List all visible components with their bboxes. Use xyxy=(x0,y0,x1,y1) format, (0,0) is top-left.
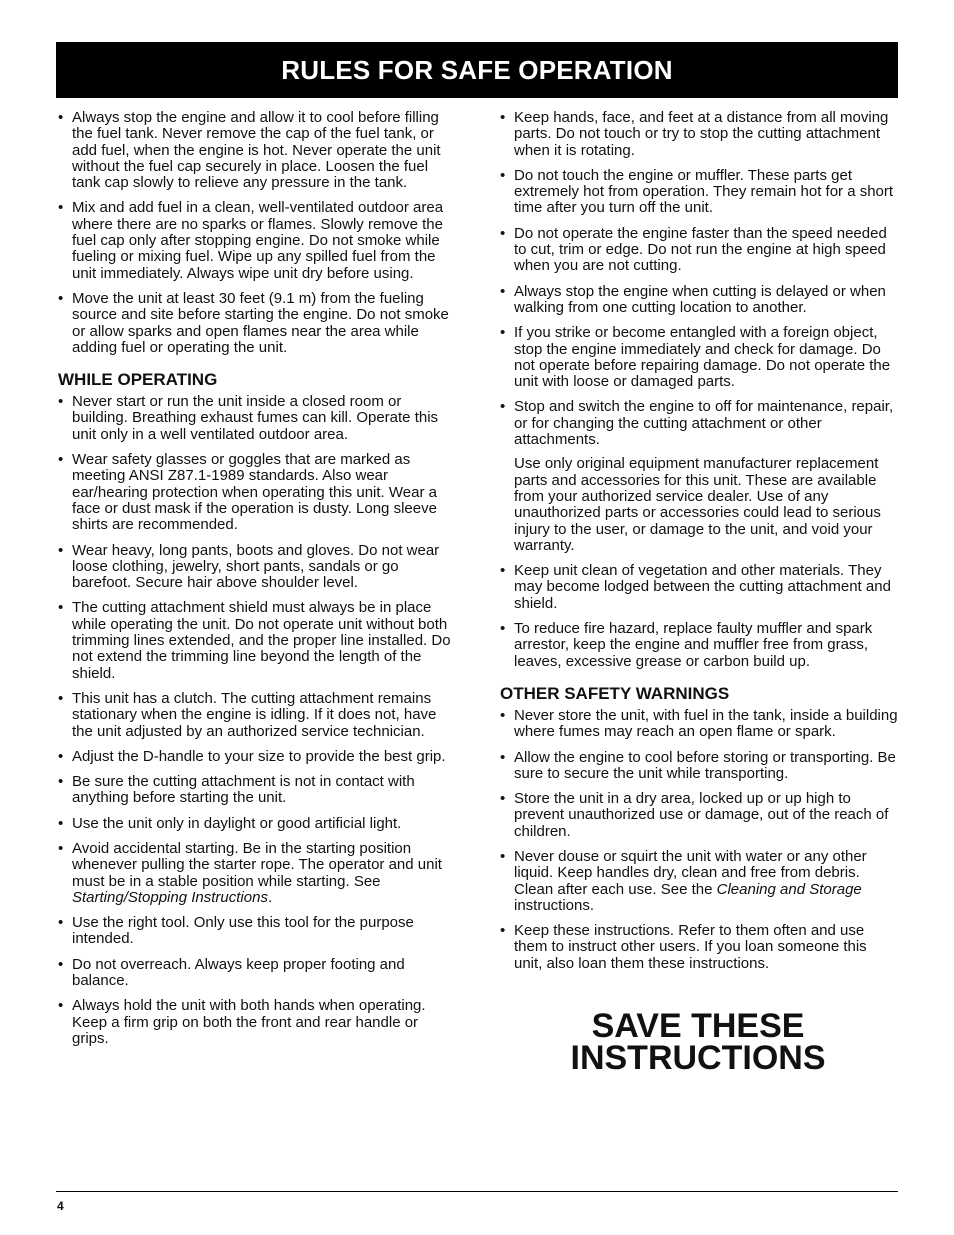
list-item: • Never start or run the unit inside a closed room or building. Breathing exhaust fumes can kill. Operate this unit only in a well ventilated outdoor area. xyxy=(58,394,458,443)
page-number: 4 xyxy=(57,1199,64,1213)
douse-text: Never douse or squirt the unit with water or any other liquid. Keep handles dry, clean and free from debris. Clean after each use. See the xyxy=(514,847,867,898)
list-item: • Allow the engine to cool before storing or transporting. Be sure to secure the unit while transporting. xyxy=(500,750,898,783)
maintenance-list xyxy=(500,563,898,670)
list-item: • Mix and add fuel in a clean, well-ventilated outdoor area where there are no sparks or flames. Slowly remove the fuel cap only after stopping engine. Do not smoke while fueling or mixing fuel. Wipe up any spilled fuel from the unit immediately. Always wipe unit dry before using. xyxy=(58,200,458,281)
list-item: • Keep unit clean of vegetation and other materials. They may become lodged between the cutting attachment and shield. xyxy=(500,563,898,612)
list-item: • Stop and switch the engine to off for maintenance, repair, or for changing the cutting attachment or other attachments. xyxy=(500,399,898,448)
sentence-end: . xyxy=(267,888,273,906)
list-item: • Keep these instructions. Refer to them often and use them to instruct other users. If you loan someone this unit, also loan them these instructions. xyxy=(500,923,898,972)
save-line-2: INSTRUCTIONS xyxy=(570,1039,826,1077)
list-item xyxy=(500,849,898,914)
list-item: • Be sure the cutting attachment is not in contact with anything before starting the unit. xyxy=(58,774,458,807)
other-safety-list xyxy=(500,708,898,972)
list-item: • Store the unit in a dry area, locked up or up high to prevent unauthorized use or damage, out of the reach of children. xyxy=(500,791,898,840)
while-operating-heading: WHILE OPERATING xyxy=(58,370,218,390)
save-line-1: SAVE THESE xyxy=(591,1007,805,1045)
avoid-starting-text: Avoid accidental starting. Be in the starting position whenever pulling the starter rope. The operator and unit must be in a stable position while starting. See xyxy=(72,839,442,890)
list-item: • Move the unit at least 30 feet (9.1 m) from the fueling source and site before starting the engine. Do not smoke or allow sparks and open flames near the area while adding fuel or operating the unit. xyxy=(58,291,458,356)
list-item: • Do not operate the engine faster than the speed needed to cut, trim or edge. Do not run the engine at high speed when you are not cutting. xyxy=(500,226,898,275)
list-item: • Always stop the engine and allow it to cool before filling the fuel tank. Never remove the cap of the fuel tank, or add fuel, when the engine is hot. Never operate the unit without the fuel cap securely in place. Loosen the fuel tank cap slowly to relieve any pressure in the tank. xyxy=(58,110,458,191)
list-item: • Adjust the D-handle to your size to provide the best grip. xyxy=(58,749,458,765)
replacement-parts-paragraph: Use only original equipment manufacturer replacement parts and accessories for this unit. These are available from your authorized service dealer. Use of any unauthorized parts or accessories could lead to serious injury to the user, or damage to the unit, and void your warranty. xyxy=(514,455,881,554)
starting-stopping-reference: Starting/Stopping Instructions xyxy=(72,888,268,906)
other-safety-warnings-heading: OTHER SAFETY WARNINGS xyxy=(500,683,730,703)
list-item: • Wear safety glasses or goggles that are marked as meeting ANSI Z87.1-1989 standards. Also wear ear/hearing protection when operating this unit. Wear a face or dust mask if the operation is dusty. Long sleeve shirts are recommended. xyxy=(58,452,458,533)
list-item: • This unit has a clutch. The cutting attachment remains stationary when the engine is idling. If it does not, have the unit adjusted by an authorized service technician. xyxy=(58,691,458,740)
save-instructions-heading xyxy=(498,1007,898,1077)
list-item: • Use the unit only in daylight or good artificial light. xyxy=(58,816,458,832)
list-item: • Use the right tool. Only use this tool for the purpose intended. xyxy=(58,915,458,948)
section-title-banner: RULES FOR SAFE OPERATION xyxy=(56,42,898,98)
list-item: • If you strike or become entangled with a foreign object, stop the engine immediately and check for damage. Do not operate before repairing damage. Do not operate the unit with loose or damaged parts. xyxy=(500,325,898,390)
list-item: • Keep hands, face, and feet at a distance from all moving parts. Do not touch or try to stop the cutting attachment when it is rotating. xyxy=(500,110,898,159)
cleaning-storage-reference: Cleaning and Storage xyxy=(716,880,862,898)
list-item xyxy=(58,841,458,906)
sentence-end: instructions. xyxy=(514,896,595,914)
list-item: • Do not overreach. Always keep proper footing and balance. xyxy=(58,957,458,990)
left-column xyxy=(58,110,458,1056)
while-operating-list xyxy=(58,394,458,1047)
list-item: • The cutting attachment shield must always be in place while operating the unit. Do not operate unit without both trimming lines extended, and the proper line installed. Do not extend the trimming line beyond the length of the shield. xyxy=(58,600,458,681)
list-item: • To reduce fire hazard, replace faulty muffler and spark arrestor, keep the engine and muffler free from grass, leaves, excessive grease or carbon build up. xyxy=(500,621,898,670)
fuel-safety-list xyxy=(58,110,458,356)
list-item: • Always hold the unit with both hands when operating. Keep a firm grip on both the front and rear handle or grips. xyxy=(58,998,458,1047)
list-item: • Always stop the engine when cutting is delayed or when walking from one cutting location to another. xyxy=(500,284,898,317)
list-item: • Wear heavy, long pants, boots and gloves. Do not wear loose clothing, jewelry, short pants, sandals or go barefoot. Secure hair above shoulder level. xyxy=(58,543,458,592)
operation-safety-list xyxy=(500,110,898,448)
list-item: • Do not touch the engine or muffler. These parts get extremely hot from operation. They remain hot for a short time after you turn off the unit. xyxy=(500,168,898,217)
footer-divider xyxy=(56,1191,898,1192)
list-item: • Never store the unit, with fuel in the tank, inside a building where fumes may reach an open flame or spark. xyxy=(500,708,898,741)
right-column xyxy=(500,110,898,981)
